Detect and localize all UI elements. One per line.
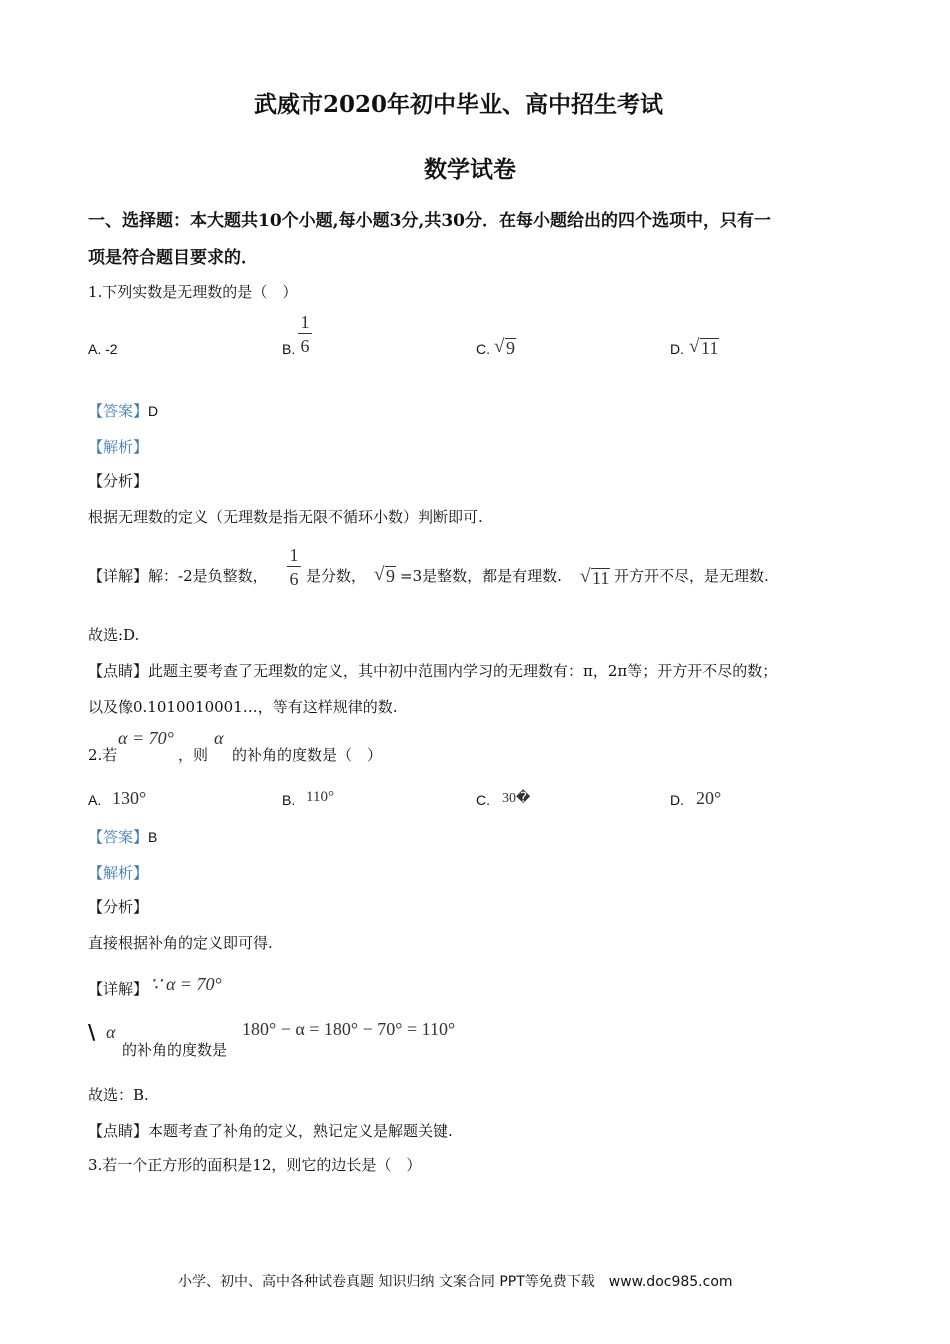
dianjing-text-1: 此题主要考查了无理数的定义，其中初中范围内学习的无理数有：π，2π等；开方开不尽的数；	[148, 662, 778, 680]
answer-value: D	[148, 403, 159, 419]
q1-stem: 1.下列实数是无理数的是（ ）	[88, 283, 298, 301]
q2-stem-mid: ，则	[178, 746, 209, 764]
q1-detail-part-c: =3是整数，都是有理数.	[400, 567, 562, 585]
q2-option-d-value: 20°	[696, 788, 722, 808]
q2-option-a-value: 130°	[112, 788, 147, 808]
answer-value: B	[148, 829, 158, 845]
q1-option-b-fraction	[298, 313, 312, 355]
q2-option-c-value: 30�	[502, 791, 531, 806]
fraction-denominator: 6	[300, 336, 310, 356]
q2-stem-alpha: α	[214, 728, 224, 748]
radicand: 9	[386, 566, 395, 586]
q2-stem-condition: α = 70°	[118, 728, 174, 748]
page-footer: 小学、初中、高中各种试卷真题 知识归纳 文案合同 PPT等免费下载 www.doc985.com	[178, 1274, 733, 1290]
q1-answer	[88, 400, 158, 421]
dianjing-tag: 【点睛】	[88, 1122, 149, 1140]
q1-option-a: A. -2	[88, 341, 118, 357]
dianjing-text: 本题考查了补角的定义，熟记定义是解题关键.	[148, 1122, 453, 1140]
q1-option-d-sqrt	[689, 338, 719, 359]
q1-detail-sqrt9	[374, 566, 396, 587]
radical-icon: √	[494, 336, 505, 357]
q1-choose: 故选:D.	[88, 626, 140, 644]
exam-title: 武威市2020年初中毕业、高中招生考试	[254, 91, 664, 118]
q1-dianjing-line2: 以及像0.1010010001…，等有这样规律的数.	[88, 698, 398, 716]
q2-stem-pre: 2.若	[88, 746, 118, 764]
q1-analysis-tag: 【解析】	[88, 438, 149, 456]
q2-dianjing	[88, 1120, 453, 1141]
q2-answer	[88, 826, 157, 847]
q2-choose: 故选：B.	[88, 1086, 149, 1104]
q2-analysis-tag: 【解析】	[88, 864, 149, 882]
q2-stem-post: 的补角的度数是（ ）	[232, 746, 383, 764]
radicand: 11	[592, 568, 610, 588]
fraction-denominator: 6	[289, 569, 299, 589]
q1-option-b-label: B.	[282, 341, 296, 357]
q2-option-b-value: 110°	[306, 789, 334, 805]
answer-tag: 【答案】	[88, 402, 149, 420]
q2-option-d-label: D.	[670, 792, 684, 808]
detail-tag: 【详解】	[88, 567, 149, 585]
radicand: 9	[506, 338, 515, 358]
q1-fenxi-text: 根据无理数的定义（无理数是指无限不循环小数）判断即可.	[88, 508, 483, 526]
detail-part-a: 解：-2是负整数，	[148, 567, 268, 585]
q1-detail-part-d: 开方开不尽，是无理数.	[614, 567, 769, 585]
q1-detail	[88, 565, 268, 586]
q2-fenxi-tag: 【分析】	[88, 898, 149, 916]
dianjing-tag: 【点睛】	[88, 662, 149, 680]
answer-tag: 【答案】	[88, 828, 149, 846]
q2-option-b-label: B.	[282, 792, 296, 808]
radical-icon: √	[580, 566, 591, 587]
q1-detail-sqrt11	[580, 568, 610, 589]
q2-detail-text: 的补角的度数是	[122, 1041, 228, 1059]
q1-fenxi-tag: 【分析】	[88, 472, 149, 490]
q1-option-d-label: D.	[670, 341, 684, 357]
q2-detail-tag: 【详解】	[88, 980, 149, 998]
therefore-icon: \	[88, 1020, 96, 1044]
q1-dianjing	[88, 660, 777, 681]
radical-icon: √	[689, 336, 700, 357]
q2-option-c-label: C.	[476, 792, 490, 808]
section-heading-line2: 项是符合题目要求的．	[88, 248, 258, 268]
q1-detail-fraction	[287, 546, 301, 588]
radicand: 11	[701, 338, 719, 358]
fraction-numerator: 1	[289, 545, 299, 565]
q2-detail-alpha: α	[106, 1022, 116, 1042]
q1-option-c-label: C.	[476, 341, 490, 357]
q2-detail-equation: 180° − α = 180° − 70° = 110°	[242, 1019, 456, 1039]
q2-option-a-label: A.	[88, 792, 102, 808]
q1-detail-part-b: 是分数，	[306, 567, 367, 585]
q2-fenxi-text: 直接根据补角的定义即可得.	[88, 934, 273, 952]
radical-icon: √	[374, 564, 385, 585]
q3-stem: 3.若一个正方形的面积是12，则它的边长是（ ）	[88, 1156, 422, 1174]
fraction-numerator: 1	[300, 312, 310, 332]
q1-option-c-sqrt	[494, 338, 516, 359]
q2-detail-because: ∵ α = 70°	[150, 974, 222, 994]
section-heading-line1: 一、选择题：本大题共10个小题,每小题3分,共30分．在每小题给出的四个选项中，只有一	[88, 211, 771, 231]
exam-subtitle: 数学试卷	[424, 156, 516, 183]
